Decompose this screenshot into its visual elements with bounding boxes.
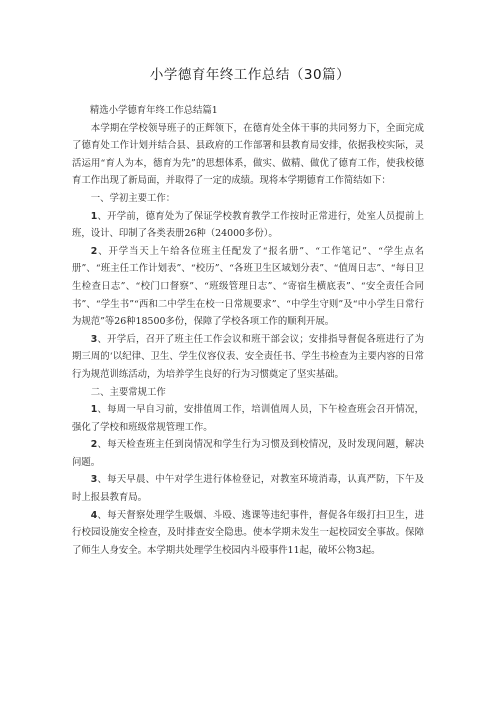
section-heading-1: 一、学初主要工作： xyxy=(90,192,176,204)
paragraph-item xyxy=(72,331,424,384)
section-heading-2: 二、主要常规工作 xyxy=(90,386,166,398)
paragraph-item xyxy=(72,401,424,436)
item-text: 、每天早晨、中午对学生进行体检登记，对教室环境消毒，认真严防，下午及时上报县教育局。 xyxy=(72,474,424,504)
paragraph-item xyxy=(72,471,424,506)
item-number: 4 xyxy=(90,509,98,521)
item-number: 2 xyxy=(90,245,98,257)
item-number: 3 xyxy=(90,474,98,486)
page-title: 小学德育年终工作总结（30篇） xyxy=(149,67,351,83)
item-number: 2 xyxy=(90,439,98,451)
item-number: 1 xyxy=(90,210,98,222)
item-text: 、每周一早自习前，安排值周工作，培训值周人员，下午检查班会召开情况，强化了学校和班级常规管理工作。 xyxy=(72,404,424,433)
document-body xyxy=(72,102,424,559)
item-text: 、开学后，召开了班主任工作会议和班干部会议；安排指导督促各班进行了为期三周的‘以纪律、卫生、学生仪容仪表、安全责任书、学生书检查为主要内容的日常行为规范训练活动，为培养学生良好的行为习惯奠定了坚实基础。 xyxy=(72,333,424,380)
paragraph-item xyxy=(72,243,424,331)
paragraph-item xyxy=(72,507,424,560)
paragraph-item xyxy=(72,208,424,243)
paragraph-intro: 本学期在学校领导班子的正辉领下，在德育处全体干事的共同努力下，全面完成了德育处工作计划并结合县、县政府的工作部署和县教育局安排，依据我校实际，灵活运用“育人为本，德育为先”的思想体系，做实、做精、做优了德育工作，使我校德育工作出现了新局面，并取得了一定的成绩。现将本学期德育工作简结如下： xyxy=(72,122,424,187)
item-text: 、开学当天上午给各位班主任配发了“报名册”、“工作笔记”、“学生点名册”、“班主任工作计划表”、“校历”、“各班卫生区域划分表”、“值周日志”、“每日卫生检查日志”、“校门口督察”、“班级管理日志”、“寄宿生横底表”、“安全责任合同书”、“学生书”“西和二中学生在校一日常规要求”、“中学生守则”及“中小学生日常行为规范”等26种18500多份，保障了学校各项工作的顺利开展。 xyxy=(72,245,424,328)
item-number: 3 xyxy=(90,333,98,345)
item-text: 、每天检查班主任到岗情况和学生行为习惯及到校情况，及时发现问题，解决问题。 xyxy=(72,439,424,468)
item-text: 、每天督察处理学生吸烟、斗殴、逃课等违纪事件，督促各年级打扫卫生，进行校园设施安全检查，及时排查安全隐患。使本学期未发生一起校园安全事故。保障了师生人身安全。本学期共处理学生校园内斗殴事件11起，破坏公物3起。 xyxy=(72,509,424,556)
item-number: 1 xyxy=(90,404,98,416)
paragraph-item xyxy=(72,436,424,471)
item-text: 、开学前，德育处为了保证学校教育教学工作按时正常进行，处室人员提前上班，设计、印制了各类表册26种（24000多份）。 xyxy=(72,210,424,240)
intro-label: 精选小学德育年终工作总结篇1 xyxy=(89,105,218,116)
